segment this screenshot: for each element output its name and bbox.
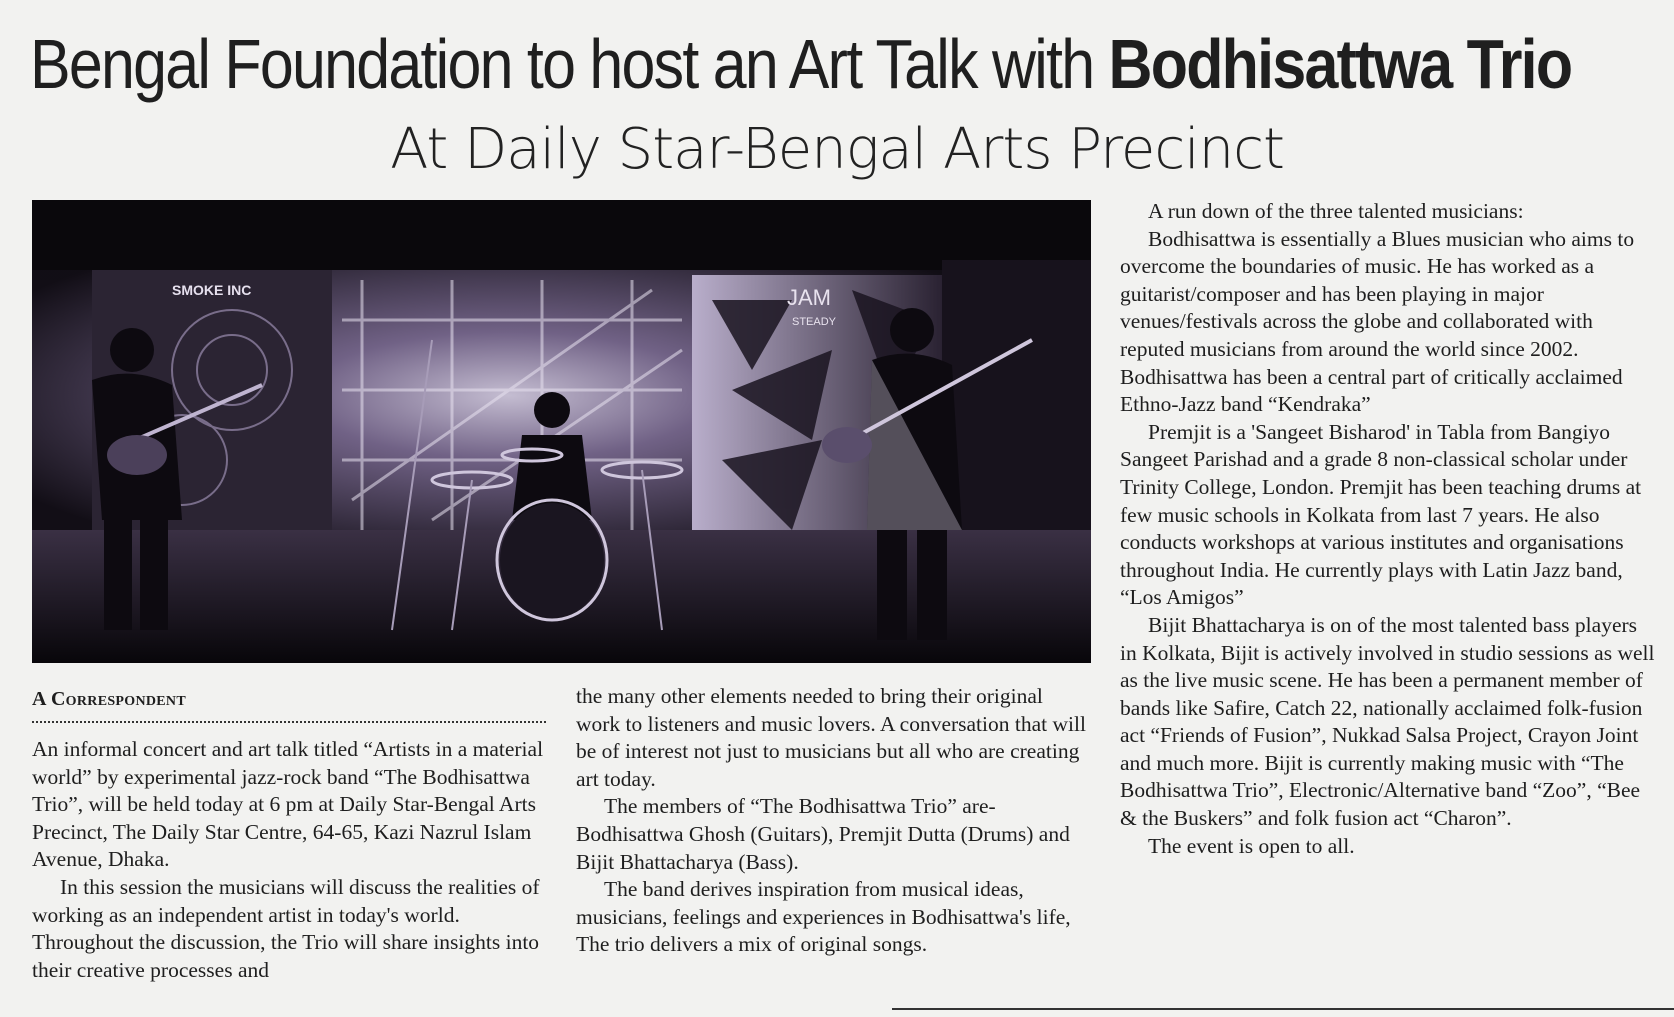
byline: A Correspondent	[32, 688, 186, 710]
column-3-paragraph: Premjit is a 'Sangeet Bisharod' in Tabla from Bangiyo Sangeet Parishad and a grade 8 non-classical scholar under Trinity College, London. Premjit has been teaching drums at few music schools in Kolkata from last 7 years. He also conducts workshops at various institutes and organisations throughout India. He currently plays with Latin Jazz band, “Los Amigos”	[1120, 419, 1642, 610]
article-column-2	[576, 683, 1090, 959]
article-column-1	[32, 683, 546, 984]
article-headline	[30, 20, 1572, 108]
column-1-paragraph: In this session the musicians will discuss the realities of working as an independent artist in today's world. Throughout the discussion, the Trio will share insights into their creative processes and	[32, 874, 540, 982]
byline-divider	[32, 721, 546, 723]
column-2-paragraph: The members of “The Bodhisattwa Trio” are- Bodhisattwa Ghosh (Guitars), Premjit Dutta (Drums) and Bijit Bhattacharya (Bass).	[576, 794, 1070, 874]
smoke-sign-text: SMOKE INC	[172, 282, 252, 298]
column-2-paragraph: the many other elements needed to bring their original work to listeners and music lovers. A conversation that will be of interest not just to musicians but all who are creating art today.	[576, 684, 1086, 791]
column-3-paragraph: A run down of the three talented musicians:	[1148, 199, 1524, 223]
column-2-paragraph: The band derives inspiration from musical ideas, musicians, feelings and experiences in Bodhisattwa's life, The trio delivers a mix of original songs.	[576, 877, 1071, 957]
steady-sign-text: STEADY	[792, 316, 837, 328]
article-column-3	[1120, 198, 1656, 860]
headline-bold: Bodhisattwa Trio	[1108, 25, 1572, 103]
column-1-paragraph: An informal concert and art talk titled “Artists in a material world” by experimental jazz-rock band “The Bodhisattwa Trio”, will be held today at 6 pm at Daily Star-Bengal Arts Precinct, The Daily Star Centre, 64-65, Kazi Nazrul Islam Avenue, Dhaka.	[32, 737, 544, 872]
bottom-rule	[892, 1008, 1674, 1010]
column-3-paragraph: Bodhisattwa is essentially a Blues musician who aims to overcome the boundaries of music. He has worked as a guitarist/composer and has been playing in major venues/festivals across the globe and collaborated with reputed musicians from around the world since 2002. Bodhisattwa has been a central part of critically acclaimed Ethno-Jazz band “Kendraka”	[1120, 226, 1635, 417]
jam-sign-text: JAM	[787, 285, 831, 310]
column-3-paragraph: Bijit Bhattacharya is on of the most talented bass players in Kolkata, Bijit is actively involved in studio sessions as well as the live music scene. He has been a permanent member of bands like Safire, Catch 22, nationally acclaimed folk-fusion act “Friends of Fusion”, Nukkad Salsa Project, Crayon Joint and much more. Bijit is currently making music with “The Bodhisattwa Trio”, Electronic/Alternative band “Zoo”, “Bee & the Buskers” and folk fusion act “Charon”.	[1120, 612, 1655, 831]
article-subheadline: At Daily Star-Bengal Arts Precinct	[390, 117, 1284, 182]
column-3-paragraph: The event is open to all.	[1148, 833, 1355, 858]
headline-regular: Bengal Foundation to host an Art Talk with	[30, 25, 1109, 103]
band-photo	[32, 200, 1091, 663]
